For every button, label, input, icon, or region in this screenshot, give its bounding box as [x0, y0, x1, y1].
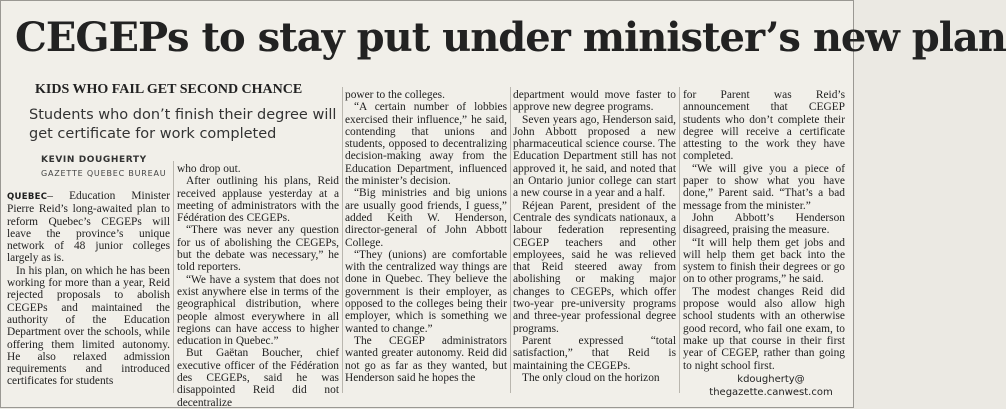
paragraph: “We have a system that does not exist anywhere else in terms of the geographical distribution, where people almost everywhere in all regions can have access to higher education in Quebec.” [177, 273, 339, 348]
paragraph: “Big ministries and big unions are usually good friends, I guess,” added Keith W. Henderson, director-general of John Abbott College. [345, 187, 507, 249]
paragraph: “They (unions) are comfortable with the centralized way things are done in Quebec. They believe the government is their employer, as opposed to the colleges being their employer, which is something we wanted to change.” [345, 248, 507, 335]
column-rule [679, 87, 680, 393]
paragraph: Seven years ago, Henderson said, John Abbott proposed a new pharmaceutical science course. The Education Department still has not approved it, he said, and noted that an Ontario junior college can start a new course in a year and a half. [513, 113, 676, 200]
paragraph: “A certain number of lobbies exercised their influence,” he said, contending that unions and students, opposed to decentralizing decision-making away from the Education Department, influenced the minister’s decision. [345, 101, 507, 188]
paragraph: “It will help them get jobs and will help them get back into the system to finish their degrees or go on to other programs,” he said. [683, 236, 845, 286]
signature-email-user: kdougherty@ [737, 374, 805, 385]
paragraph: department would move faster to approve new degree programs. [513, 89, 676, 114]
column-rule [510, 87, 511, 393]
paragraph: QUEBEC– Education Minister Pierre Reid’s long-awaited plan to reform Quebec’s CEGEPs will leave the province’s unique network of 48 junior colleges largely as is. [7, 190, 170, 265]
article-column-3 [345, 89, 507, 384]
paragraph: Réjean Parent, president of the Centrale des syndicats nationaux, a labour federation representing CEGEP teachers and other employees, said he was relieved that Reid steered away from abolishing or making major changes to CEGEPs, which offer two-year pre-university programs and three-year professional degree programs. [513, 199, 676, 335]
paragraph: The only cloud on the horizon [522, 371, 660, 384]
paragraph: power to the colleges. [345, 89, 445, 101]
paragraph: John Abbott’s Henderson disagreed, praising the measure. [683, 211, 845, 237]
signature-email-domain: thegazette.canwest.com [709, 387, 833, 398]
paragraph: who drop out. [177, 163, 241, 175]
paragraph: In his plan, on which he has been working for more than a year, Reid rejected proposals to abolish CEGEPs and maintained the authority of the Education Department over the schools, while offering them limited autonomy. He also relaxed admission requirements and introduced certificates for students [7, 264, 170, 388]
paragraph: The modest changes Reid did propose would also allow high school students with an otherwise good record, who fail one exam, to make up that course in their first year of CEGEP, rather than going to night school first. [683, 285, 845, 372]
deck-subheadline: Students who don’t finish their degree will get certificate for work completed [29, 107, 337, 142]
paragraph: for Parent was Reid’s announcement that CEGEP students who don’t complete their degree will receive a certificate attesting to the work they have completed. [683, 89, 845, 163]
bureau-credit: GAZETTE QUEBEC BUREAU [41, 169, 167, 178]
article-column-5 [683, 89, 845, 372]
kicker: KIDS WHO FAIL GET SECOND CHANCE [35, 82, 303, 97]
column-rule [342, 87, 343, 393]
dateline: QUEBEC [7, 192, 48, 202]
paragraph: “We will give you a piece of paper to show what you have done,” Parent said. “That’s a bad message from the minister.” [683, 162, 845, 212]
headline: CEGEPs to stay put under minister’s new plan [15, 14, 1006, 61]
article-column-2 [177, 163, 339, 409]
paragraph: Parent expressed “total satisfaction,” that Reid is maintaining the CEGEPs. [513, 334, 676, 372]
article-column-4 [513, 89, 676, 384]
paragraph: But Gaëtan Boucher, chief executive officer of the Fédération des CEGEPs, said he was disappointed Reid did not decentralize [177, 347, 339, 409]
paragraph: After outlining his plans, Reid received applause yesterday at a meeting of administrators with the Fédération des CEGEPs. [177, 175, 339, 225]
author-email-signature [701, 373, 841, 399]
column-rule [173, 161, 174, 393]
paragraph: The CEGEP administrators wanted greater autonomy. Reid did not go as far as they wanted, but Henderson said he hopes the [345, 334, 507, 384]
article-column-1 [7, 190, 170, 388]
byline: KEVIN DOUGHERTY [41, 155, 147, 165]
paragraph: “There was never any question for us of abolishing the CEGEPs, but the debate was necessary,” he told reporters. [177, 224, 339, 274]
